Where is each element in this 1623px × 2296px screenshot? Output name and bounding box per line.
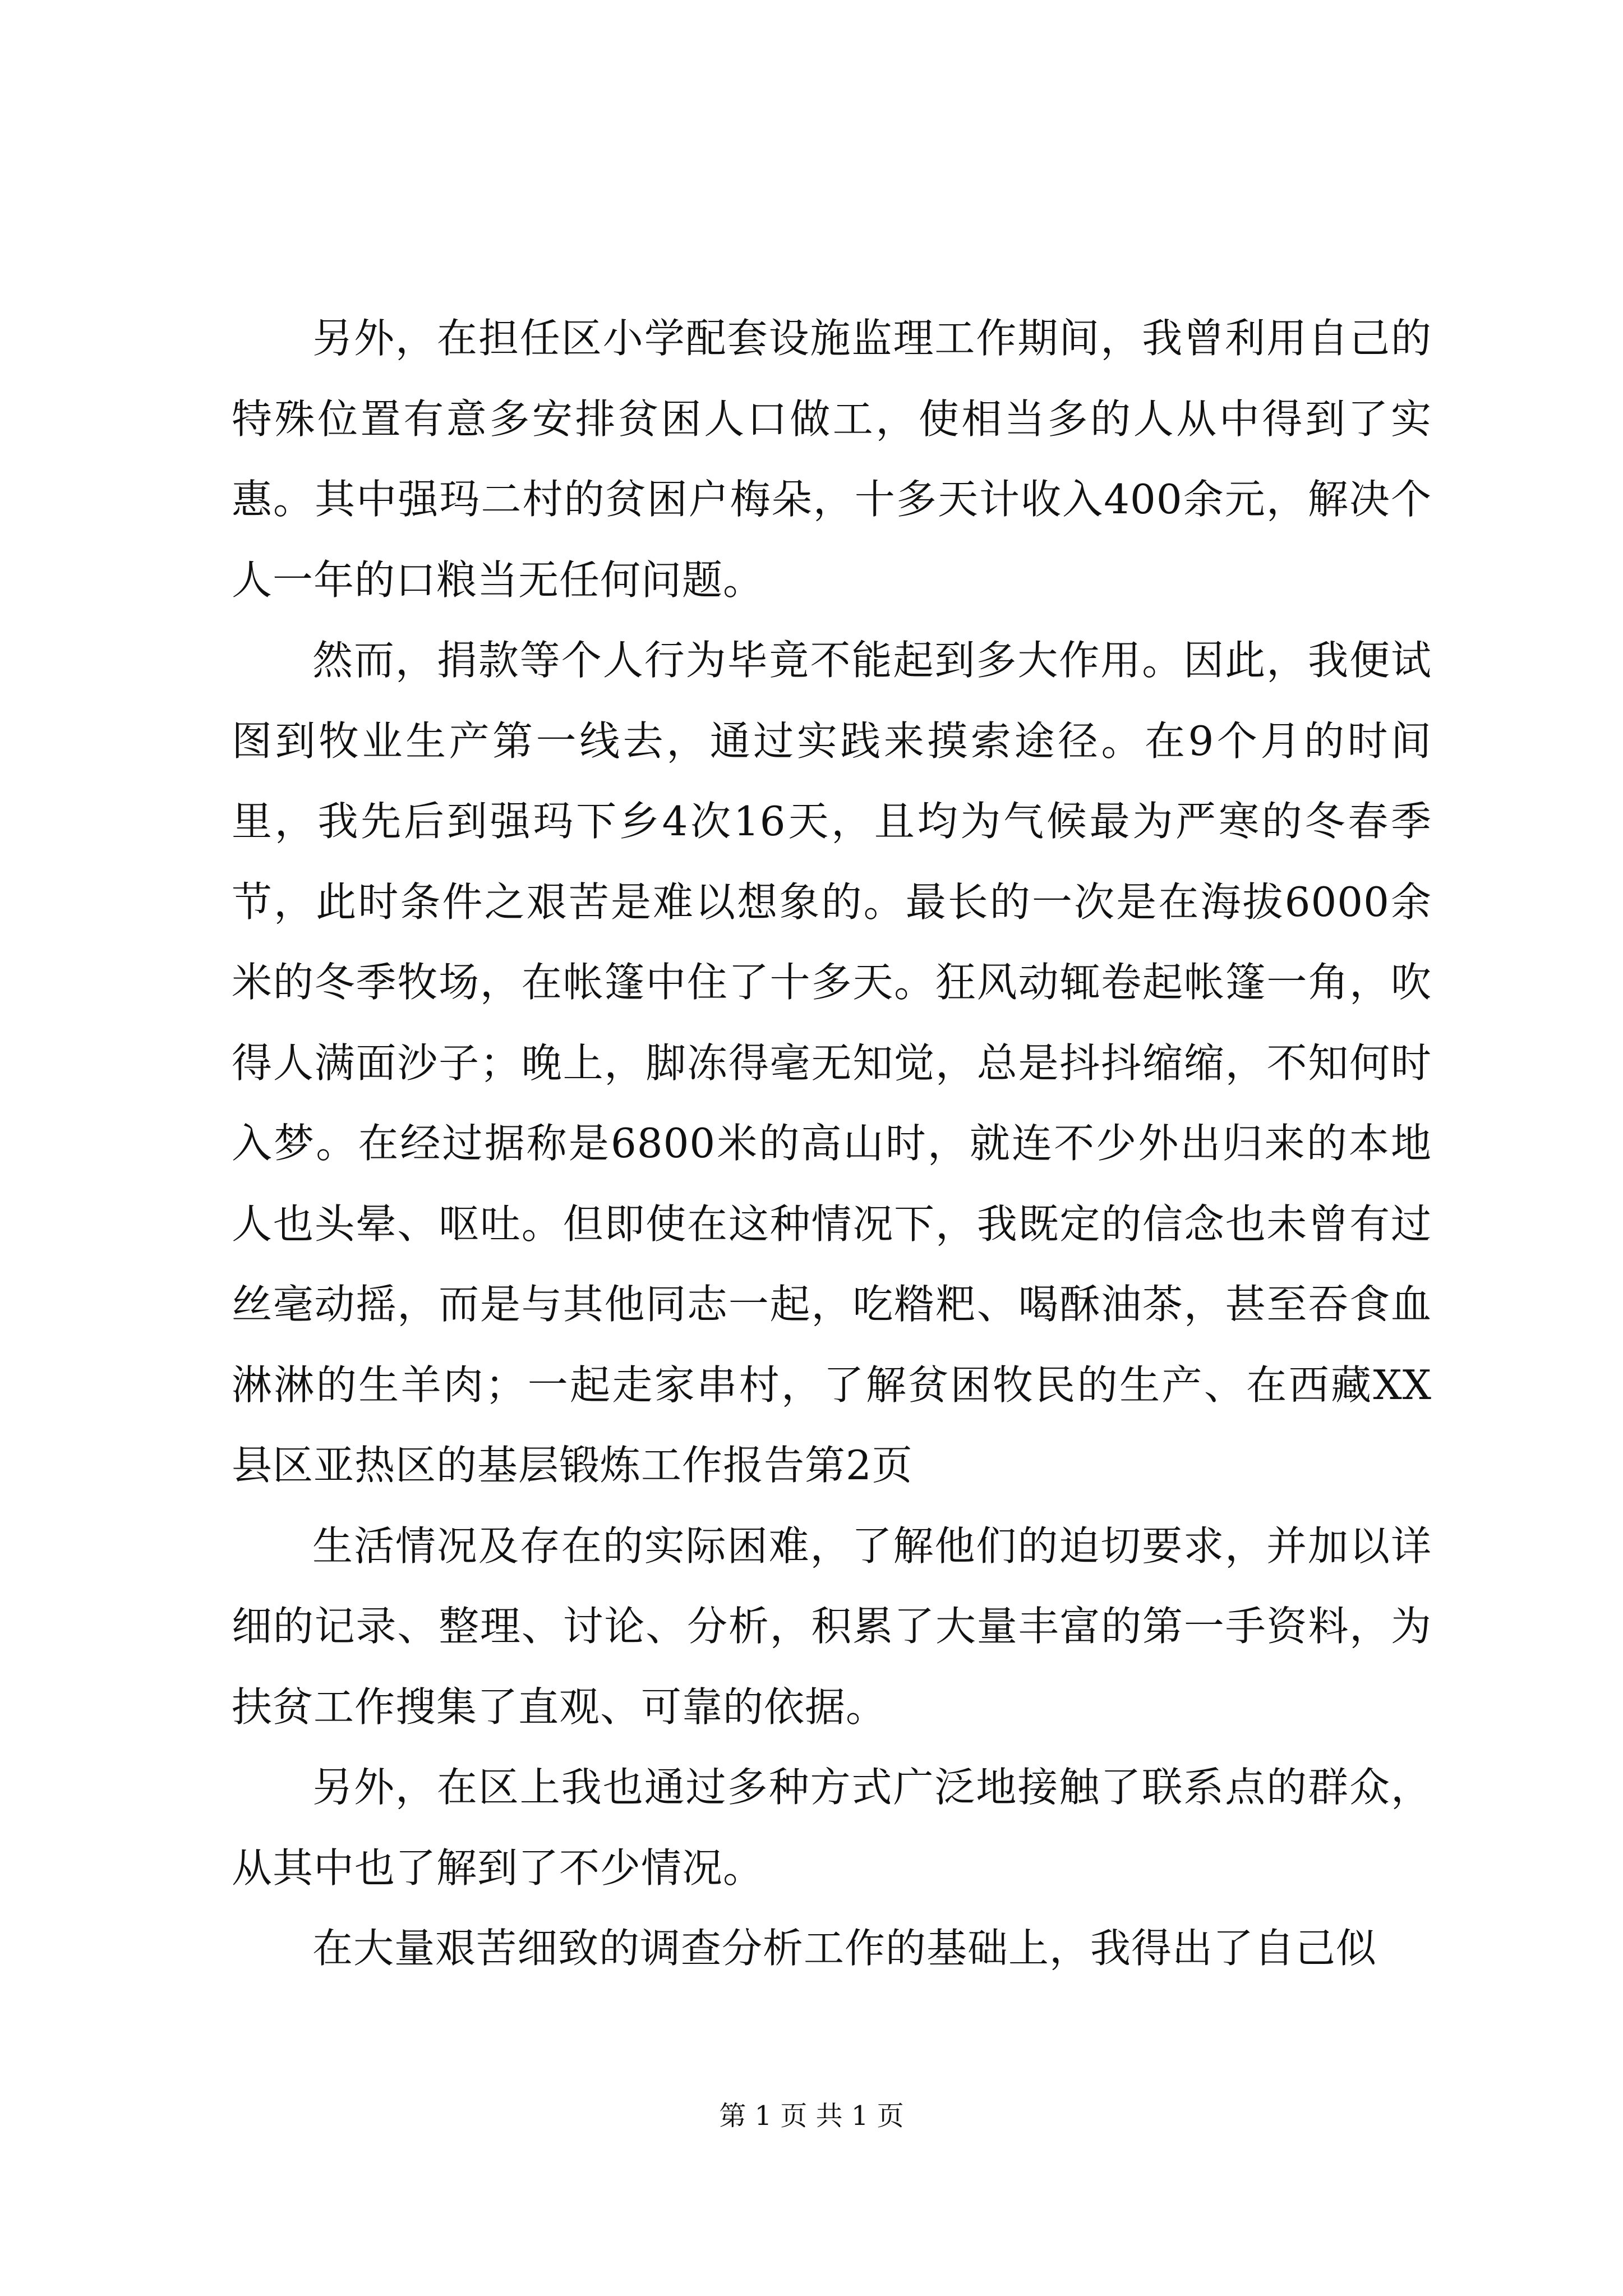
document-body <box>232 298 1432 1989</box>
paragraph: 然而，捐款等个人行为毕竟不能起到多大作用。因此，我便试图到牧业生产第一线去，通过实践来摸索途径。在9个月的时间里，我先后到强玛下乡4次16天，且均为气候最为严寒的冬春季节，此时条件之艰苦是难以想象的。最长的一次是在海拔6000余米的冬季牧场，在帐篷中住了十多天。狂风动辄卷起帐篷一角，吹得人满面沙子；晚上，脚冻得毫无知觉，总是抖抖缩缩，不知何时入梦。在经过据称是6800米的高山时，就连不少外出归来的本地人也头晕、呕吐。但即使在这种情况下，我既定的信念也未曾有过丝毫动摇，而是与其他同志一起，吃糌粑、喝酥油茶，甚至吞食血淋淋的生羊肉；一起走家串村，了解贫困牧民的生产、在西藏XX县区亚热区的基层锻炼工作报告第2页 <box>232 637 1432 1489</box>
paragraph: 另外，在担任区小学配套设施监理工作期间，我曾利用自己的特殊位置有意多安排贫困人口做工，使相当多的人从中得到了实惠。其中强玛二村的贫困户梅朵，十多天计收入400余元，解决个人一年的口粮当无任何问题。 <box>232 315 1432 604</box>
paragraph: 生活情况及存在的实际困难，了解他们的迫切要求，并加以详细的记录、整理、讨论、分析，积累了大量丰富的第一手资料，为扶贫工作搜集了直观、可靠的依据。 <box>232 1522 1432 1731</box>
paragraph: 另外，在区上我也通过多种方式广泛地接触了联系点的群众，从其中也了解到了不少情况。 <box>232 1764 1432 1892</box>
paragraph: 在大量艰苦细致的调查分析工作的基础上，我得出了自己似 <box>312 1925 1377 1972</box>
page-footer: 第 1 页 共 1 页 <box>719 2100 904 2132</box>
